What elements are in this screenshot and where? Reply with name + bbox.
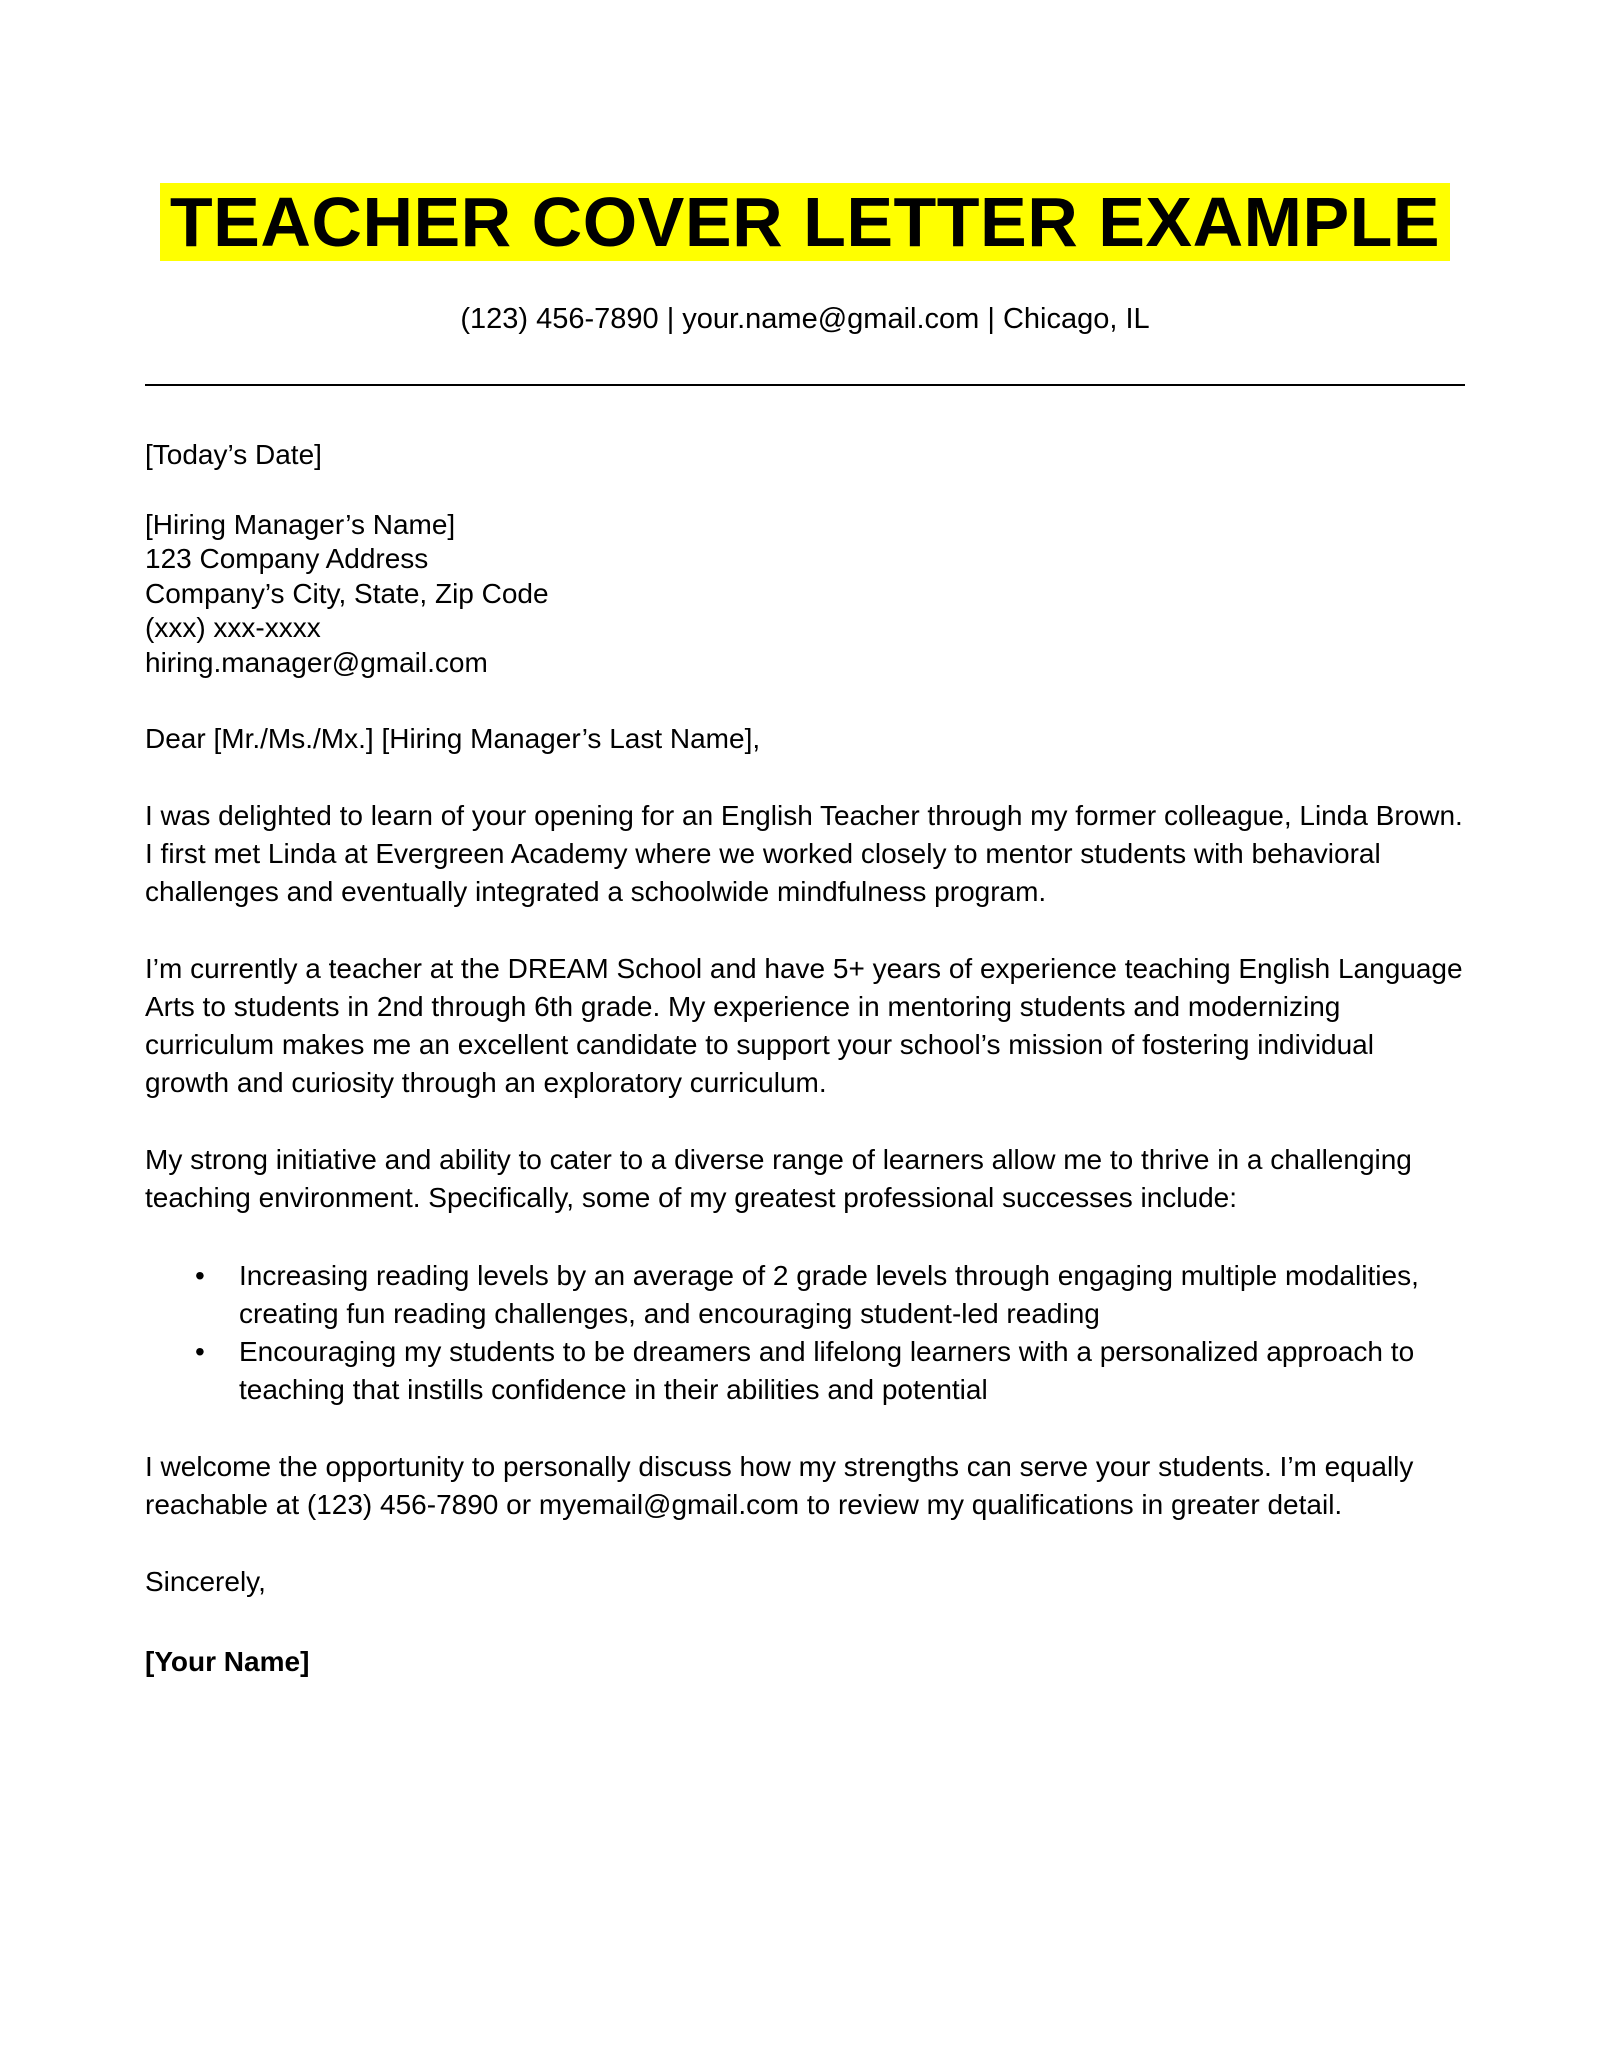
paragraph-introduction: I was delighted to learn of your opening for an English Teacher through my former colleague, Linda Brown. I first met Linda at Evergreen Academy where we worked closely to mentor students with behavioral challenges and eventually integrated a schoolwide mindfulness program. [145, 800, 1463, 907]
recipient-street: 123 Company Address [145, 543, 429, 574]
contact-info-line: (123) 456-7890 | your.name@gmail.com | Chicago, IL [460, 303, 1150, 335]
recipient-city-state-zip: Company’s City, State, Zip Code [145, 577, 549, 609]
document-title [145, 184, 1465, 260]
recipient-phone: (xxx) xxx-xxxx [145, 612, 321, 643]
paragraph-closing: I welcome the opportunity to personally discuss how my strengths can serve your students. I’m equally reachable at (123) 456-7890 or myemail@gmail.com to review my qualifications in greater detail. [145, 1451, 1414, 1520]
document-title-highlight: TEACHER COVER LETTER EXAMPLE [160, 183, 1450, 261]
list-item: • Increasing reading levels by an average of 2 grade levels through engaging multiple modalities, creating fun reading challenges, and encouraging student-led reading [145, 1257, 1465, 1333]
salutation: Dear [Mr./Ms./Mx.] [Hiring Manager’s Last Name], [145, 723, 761, 754]
signature-name-placeholder: [Your Name] [145, 1646, 310, 1677]
address-spacer [145, 473, 1465, 508]
signoff: Sincerely, [145, 1566, 266, 1597]
paragraph-successes-intro: My strong initiative and ability to cater to a diverse range of learners allow me to thrive in a challenging teaching environment. Specifically, some of my greatest professional successes include: [145, 1144, 1412, 1213]
header-divider [145, 384, 1465, 386]
date-placeholder: [Today’s Date] [145, 439, 322, 470]
list-item: • Encouraging my students to be dreamers and lifelong learners with a personalized approach to teaching that instills confidence in their abilities and potential [145, 1333, 1465, 1409]
achievements-list [145, 1257, 1465, 1409]
recipient-email: hiring.manager@gmail.com [145, 646, 488, 678]
recipient-name: [Hiring Manager’s Name] [145, 508, 456, 540]
address-block [145, 438, 1465, 680]
paragraph-experience: I’m currently a teacher at the DREAM School and have 5+ years of experience teaching English Language Arts to students in 2nd through 6th grade. My experience in mentoring students and modernizing curriculum makes me an excellent candidate to support your school’s mission of fostering individual growth and curiosity through an exploratory curriculum. [145, 953, 1463, 1098]
